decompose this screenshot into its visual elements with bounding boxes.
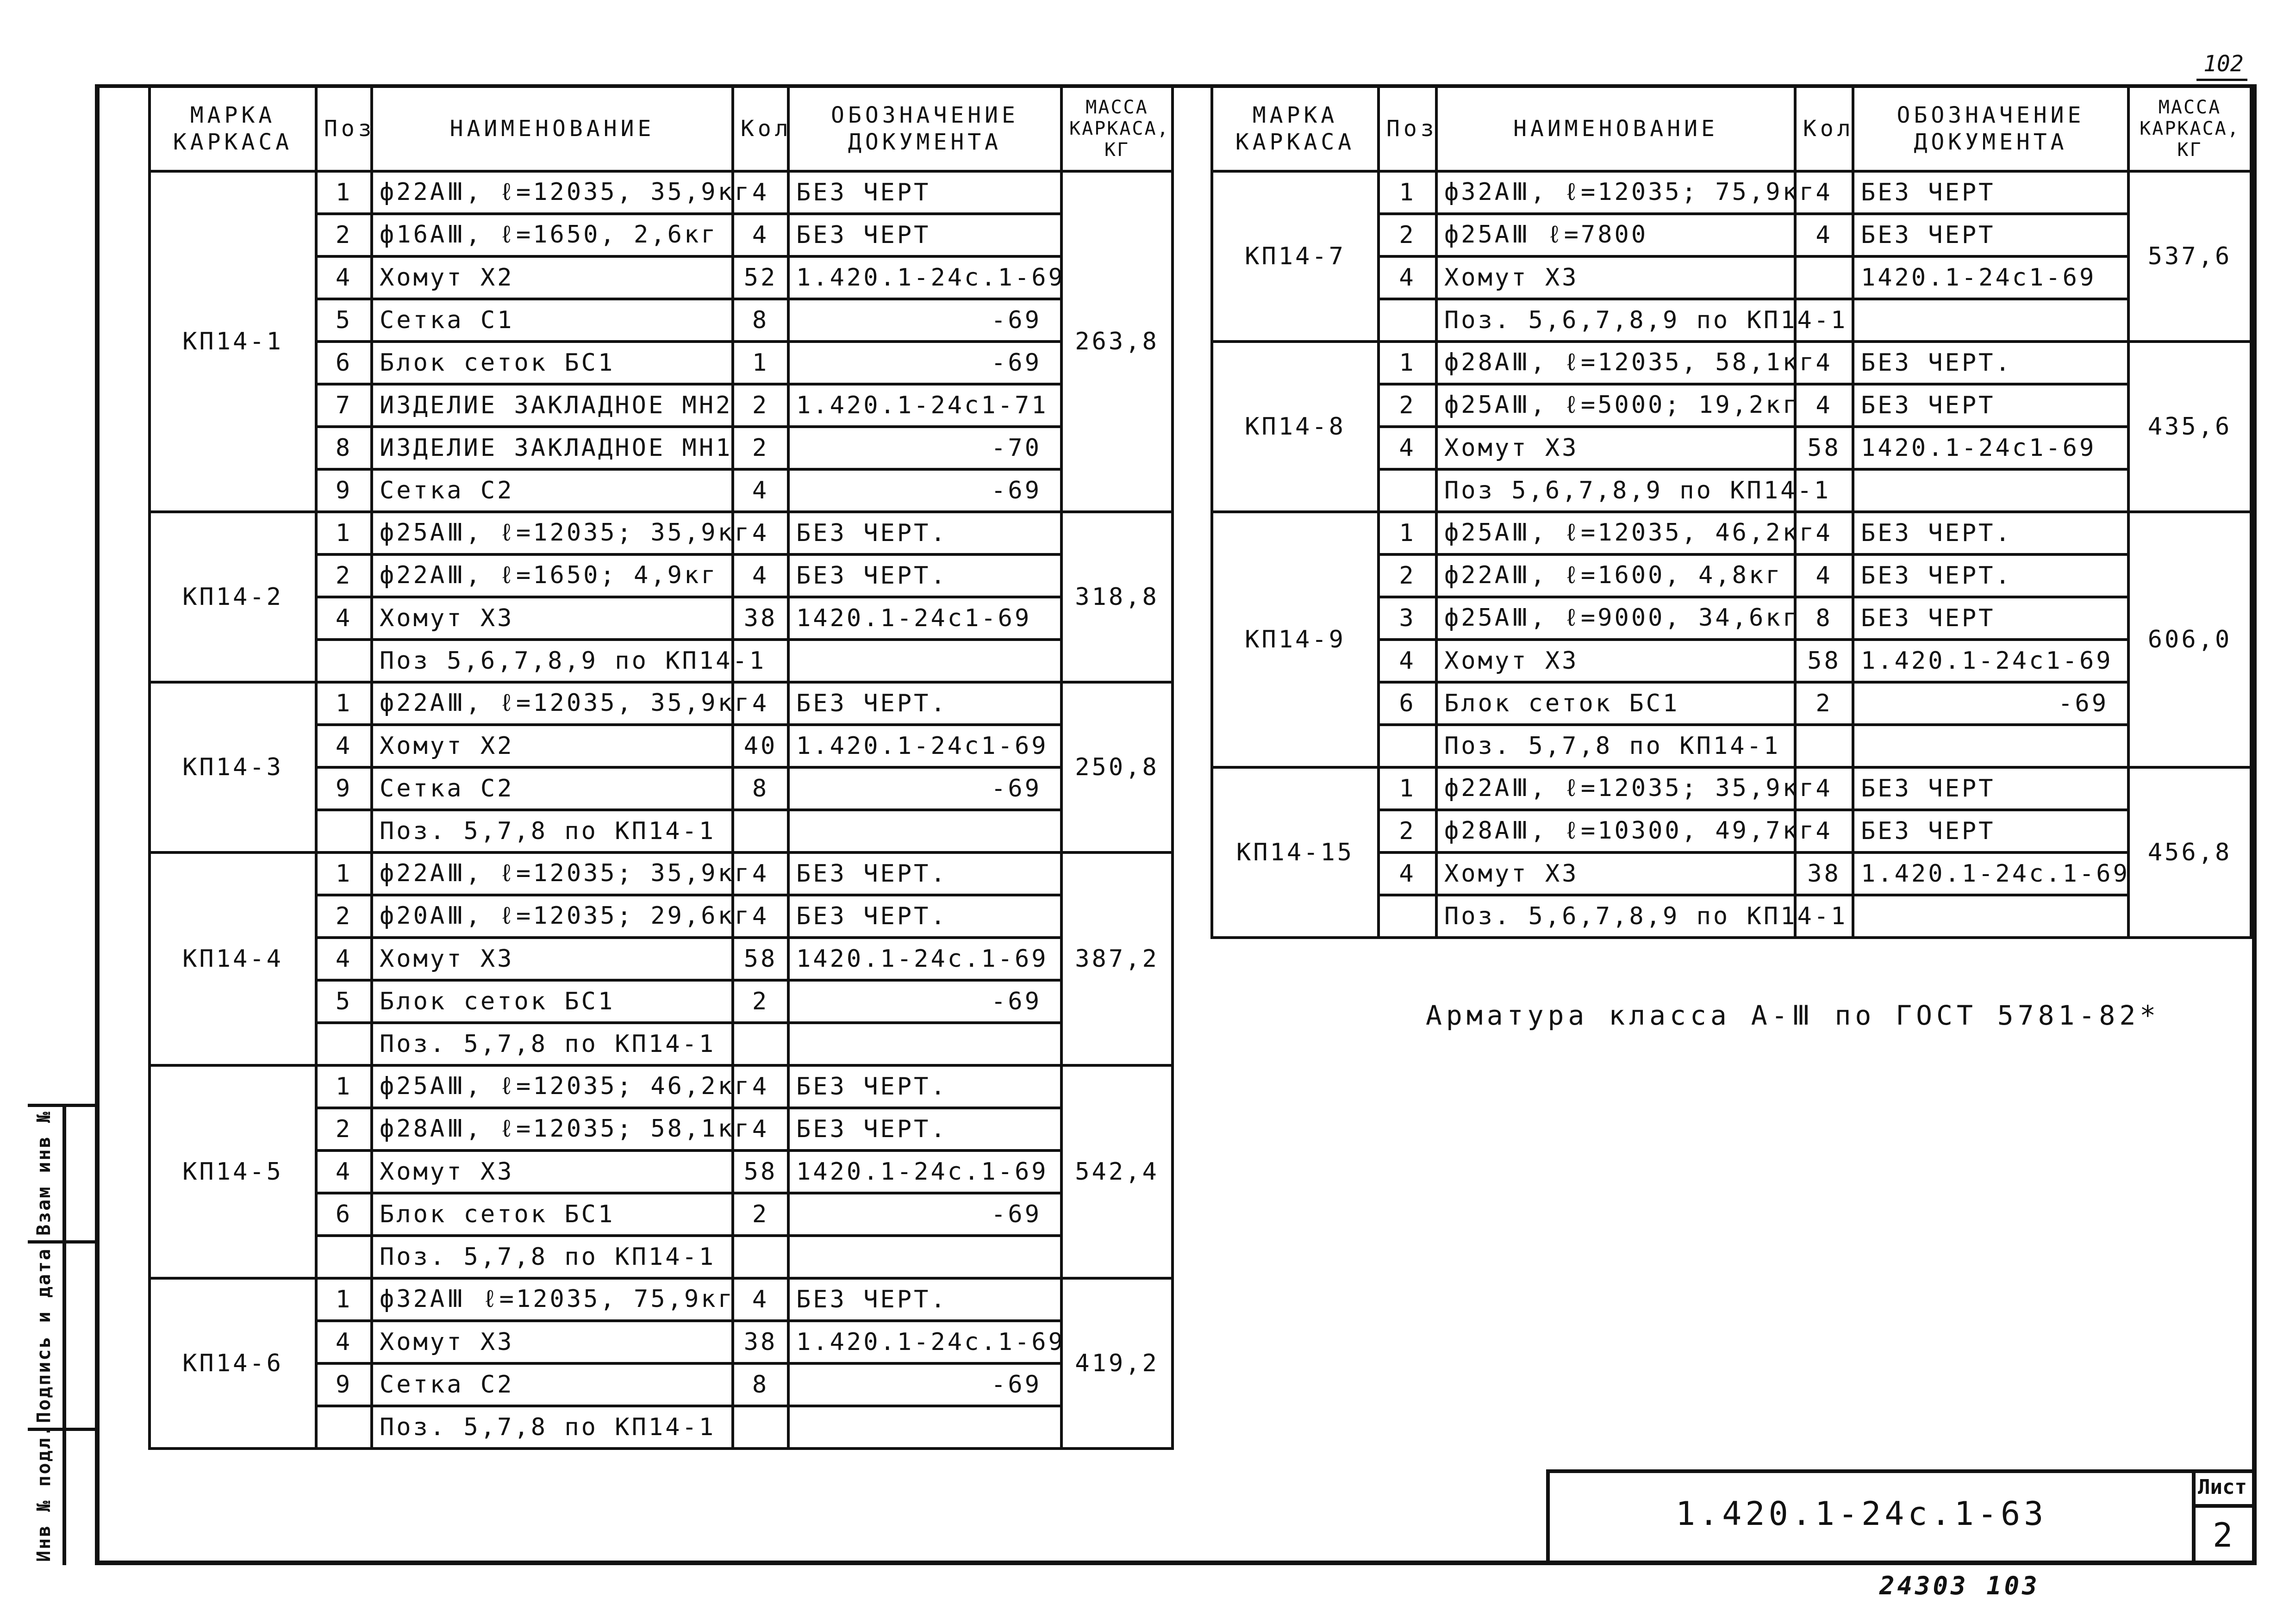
frame-mass: 250,8: [1061, 682, 1173, 852]
header-mark: МАРКА КАРКАСА: [150, 86, 316, 171]
frame-mass: 435,6: [2128, 342, 2251, 512]
position-cell: 4: [316, 938, 372, 980]
document-cell: -69: [788, 980, 1061, 1023]
position-cell: 1: [1379, 342, 1436, 384]
name-cell: ф28АⅢ, ℓ=10300, 49,7кг: [1436, 810, 1795, 852]
position-cell: 1: [316, 1065, 372, 1108]
position-cell: [316, 1406, 372, 1449]
quantity-cell: [733, 1406, 788, 1449]
name-cell: Поз. 5,7,8 по КП14-1: [372, 810, 733, 852]
position-cell: 2: [316, 554, 372, 597]
frame-mass: 606,0: [2128, 512, 2251, 767]
position-cell: 2: [316, 1108, 372, 1150]
name-cell: Поз. 5,7,8 по КП14-1: [1436, 725, 1795, 767]
right-spec-table: [1210, 84, 2252, 939]
document-cell: БЕЗ ЧЕРТ.: [788, 682, 1061, 725]
position-cell: 3: [1379, 597, 1436, 640]
document-code: 1.420.1-24с.1-63: [1676, 1495, 2047, 1533]
quantity-cell: 8: [733, 1363, 788, 1406]
title-block-hline: [2192, 1504, 2257, 1508]
document-cell: -69: [788, 1363, 1061, 1406]
quantity-cell: 52: [733, 256, 788, 299]
name-cell: Блок сеток БС1: [372, 342, 733, 384]
document-cell: [788, 1236, 1061, 1278]
frame-mark: КП14-2: [150, 512, 316, 682]
side-label-inv: Инв № подл.: [33, 1424, 55, 1562]
quantity-cell: 4: [733, 682, 788, 725]
position-cell: [1379, 469, 1436, 512]
position-cell: 6: [316, 1193, 372, 1236]
document-cell: БЕЗ ЧЕРТ.: [788, 512, 1061, 554]
document-cell: [1853, 299, 2128, 342]
frame-mark: КП14-9: [1212, 512, 1379, 767]
document-cell: БЕЗ ЧЕРТ: [788, 171, 1061, 214]
quantity-cell: 4: [1795, 767, 1853, 810]
document-cell: БЕЗ ЧЕРТ: [1853, 384, 2128, 427]
document-cell: БЕЗ ЧЕРТ: [1853, 767, 2128, 810]
position-cell: [316, 1236, 372, 1278]
quantity-cell: 4: [1795, 810, 1853, 852]
name-cell: Сетка С2: [372, 767, 733, 810]
frame-mass: 263,8: [1061, 171, 1173, 512]
page-number: 102: [2203, 51, 2244, 77]
document-cell: [1853, 469, 2128, 512]
header-mark: МАРКА КАРКАСА: [1212, 86, 1379, 171]
document-cell: 1420.1-24с.1-69: [788, 1150, 1061, 1193]
document-cell: 1.420.1-24с1-69: [788, 725, 1061, 767]
document-cell: [1853, 725, 2128, 767]
side-label-sign: Подпись и дата: [33, 1247, 55, 1423]
quantity-cell: 58: [733, 1150, 788, 1193]
document-cell: БЕЗ ЧЕРТ: [1853, 810, 2128, 852]
name-cell: Хомут Х2: [372, 725, 733, 767]
name-cell: Поз. 5,6,7,8,9 по КП14-1: [1436, 299, 1795, 342]
document-cell: [1853, 895, 2128, 938]
position-cell: 9: [316, 767, 372, 810]
quantity-cell: 4: [1795, 171, 1853, 214]
position-cell: 1: [316, 1278, 372, 1321]
quantity-cell: 38: [1795, 852, 1853, 895]
name-cell: Хомут Х3: [372, 1321, 733, 1363]
position-cell: [316, 810, 372, 852]
position-cell: 2: [316, 895, 372, 938]
header-name: НАИМЕНОВАНИЕ: [372, 86, 733, 171]
document-cell: 1.420.1-24с.1-69: [788, 256, 1061, 299]
name-cell: ф22АⅢ, ℓ=12035; 35,9кг: [372, 852, 733, 895]
position-cell: 1: [316, 171, 372, 214]
document-cell: 1420.1-24с1-69: [1853, 256, 2128, 299]
name-cell: ф16АⅢ, ℓ=1650, 2,6кг: [372, 214, 733, 256]
document-cell: БЕЗ ЧЕРТ.: [1853, 554, 2128, 597]
document-cell: БЕЗ ЧЕРТ: [1853, 597, 2128, 640]
document-cell: БЕЗ ЧЕРТ: [1853, 214, 2128, 256]
table-row: [1212, 342, 2251, 384]
quantity-cell: 2: [733, 980, 788, 1023]
table-row: [150, 852, 1173, 895]
frame-mark: КП14-8: [1212, 342, 1379, 512]
name-cell: Поз. 5,6,7,8,9 по КП14-1: [1436, 895, 1795, 938]
position-cell: 4: [316, 256, 372, 299]
bottom-numbers: 24303 103: [1879, 1571, 2040, 1600]
frame-mass: 456,8: [2128, 767, 2251, 938]
document-cell: [788, 1406, 1061, 1449]
right-table-body: [1212, 171, 2251, 938]
name-cell: Блок сеток БС1: [1436, 682, 1795, 725]
document-cell: -69: [788, 299, 1061, 342]
position-cell: 1: [316, 852, 372, 895]
quantity-cell: [733, 810, 788, 852]
side-strip-line: [62, 1104, 66, 1565]
name-cell: Поз. 5,7,8 по КП14-1: [372, 1023, 733, 1065]
name-cell: ф25АⅢ, ℓ=12035; 46,2кг: [372, 1065, 733, 1108]
document-cell: 1.420.1-24с.1-69: [788, 1321, 1061, 1363]
name-cell: Поз. 5,7,8 по КП14-1: [372, 1406, 733, 1449]
position-cell: 4: [1379, 427, 1436, 469]
document-cell: -69: [1853, 682, 2128, 725]
left-table-body: [150, 171, 1173, 1449]
quantity-cell: 58: [1795, 640, 1853, 682]
document-cell: БЕЗ ЧЕРТ.: [788, 554, 1061, 597]
frame-mark: КП14-7: [1212, 171, 1379, 342]
name-cell: ф25АⅢ, ℓ=12035; 35,9кг: [372, 512, 733, 554]
document-cell: -69: [788, 342, 1061, 384]
position-cell: 4: [316, 597, 372, 640]
name-cell: ф20АⅢ, ℓ=12035; 29,6кг: [372, 895, 733, 938]
header-pos: Поз: [316, 86, 372, 171]
frame-mark: КП14-1: [150, 171, 316, 512]
frame-mass: 542,4: [1061, 1065, 1173, 1278]
document-cell: БЕЗ ЧЕРТ.: [788, 1065, 1061, 1108]
quantity-cell: 2: [733, 1193, 788, 1236]
name-cell: ф22АⅢ, ℓ=1650; 4,9кг: [372, 554, 733, 597]
quantity-cell: 8: [733, 299, 788, 342]
table-row: [150, 512, 1173, 554]
document-cell: БЕЗ ЧЕРТ: [1853, 171, 2128, 214]
quantity-cell: 4: [733, 554, 788, 597]
header-pos: Поз: [1379, 86, 1436, 171]
position-cell: 1: [316, 512, 372, 554]
quantity-cell: [733, 1236, 788, 1278]
table-row: [150, 682, 1173, 725]
frame-mark: КП14-3: [150, 682, 316, 852]
sheet-label: Лист: [2198, 1475, 2247, 1499]
quantity-cell: [1795, 256, 1853, 299]
document-cell: БЕЗ ЧЕРТ.: [788, 852, 1061, 895]
name-cell: Блок сеток БС1: [372, 1193, 733, 1236]
quantity-cell: 58: [1795, 427, 1853, 469]
quantity-cell: 4: [1795, 512, 1853, 554]
name-cell: Хомут Х3: [372, 1150, 733, 1193]
sheet-number: 2: [2213, 1516, 2233, 1555]
header-mass: МАССА КАРКАСА, КГ: [1061, 86, 1173, 171]
quantity-cell: [733, 1023, 788, 1065]
document-cell: -69: [788, 767, 1061, 810]
frame-mark: КП14-5: [150, 1065, 316, 1278]
side-strip-divider: [28, 1104, 95, 1107]
name-cell: ф25АⅢ ℓ=7800: [1436, 214, 1795, 256]
name-cell: Блок сеток БС1: [372, 980, 733, 1023]
frame-mass: 537,6: [2128, 171, 2251, 342]
quantity-cell: 4: [1795, 214, 1853, 256]
name-cell: Поз 5,6,7,8,9 по КП14-1: [1436, 469, 1795, 512]
name-cell: ф28АⅢ, ℓ=12035, 58,1кг: [1436, 342, 1795, 384]
frame-mark: КП14-4: [150, 852, 316, 1065]
quantity-cell: 4: [733, 214, 788, 256]
document-cell: 1.420.1-24с1-71: [788, 384, 1061, 427]
name-cell: Хомут Х3: [1436, 640, 1795, 682]
position-cell: 4: [316, 1321, 372, 1363]
position-cell: 2: [316, 214, 372, 256]
quantity-cell: 40: [733, 725, 788, 767]
quantity-cell: 38: [733, 597, 788, 640]
frame-mass: 419,2: [1061, 1278, 1173, 1449]
name-cell: ф32АⅢ, ℓ=12035; 75,9кг: [1436, 171, 1795, 214]
reinforcement-note: Арматура класса А-Ⅲ по ГОСТ 5781-82*: [1426, 1000, 2160, 1031]
position-cell: 1: [1379, 171, 1436, 214]
name-cell: ф32АⅢ ℓ=12035, 75,9кг: [372, 1278, 733, 1321]
position-cell: 4: [316, 725, 372, 767]
quantity-cell: 38: [733, 1321, 788, 1363]
position-cell: 1: [1379, 512, 1436, 554]
name-cell: Поз 5,6,7,8,9 по КП14-1: [372, 640, 733, 682]
name-cell: ф28АⅢ, ℓ=12035; 58,1кг: [372, 1108, 733, 1150]
document-cell: БЕЗ ЧЕРТ: [788, 214, 1061, 256]
position-cell: 5: [316, 980, 372, 1023]
document-cell: БЕЗ ЧЕРТ.: [788, 1278, 1061, 1321]
document-cell: БЕЗ ЧЕРТ.: [788, 895, 1061, 938]
name-cell: Сетка С2: [372, 469, 733, 512]
header-doc: ОБОЗНАЧЕНИЕ ДОКУМЕНТА: [1853, 86, 2128, 171]
position-cell: [1379, 725, 1436, 767]
quantity-cell: 4: [733, 1108, 788, 1150]
name-cell: Хомут Х3: [1436, 427, 1795, 469]
page-number-underline: [2196, 79, 2247, 81]
name-cell: Хомут Х3: [1436, 852, 1795, 895]
quantity-cell: 8: [733, 767, 788, 810]
document-cell: БЕЗ ЧЕРТ.: [1853, 512, 2128, 554]
name-cell: Хомут Х3: [1436, 256, 1795, 299]
name-cell: Сетка С2: [372, 1363, 733, 1406]
position-cell: 2: [1379, 384, 1436, 427]
position-cell: 7: [316, 384, 372, 427]
document-cell: [788, 1023, 1061, 1065]
document-cell: -69: [788, 469, 1061, 512]
quantity-cell: 2: [1795, 682, 1853, 725]
position-cell: [316, 640, 372, 682]
position-cell: 1: [316, 682, 372, 725]
frame-mass: 387,2: [1061, 852, 1173, 1065]
position-cell: 9: [316, 469, 372, 512]
document-cell: [788, 640, 1061, 682]
name-cell: ф22АⅢ, ℓ=12035, 35,9кг: [372, 171, 733, 214]
quantity-cell: 4: [733, 171, 788, 214]
name-cell: ф22АⅢ, ℓ=12035, 35,9кг: [372, 682, 733, 725]
quantity-cell: 2: [733, 427, 788, 469]
title-block-divider: [2192, 1469, 2196, 1565]
header-kol: Кол: [1795, 86, 1853, 171]
position-cell: 2: [1379, 810, 1436, 852]
quantity-cell: 4: [733, 852, 788, 895]
quantity-cell: 4: [733, 469, 788, 512]
name-cell: Поз. 5,7,8 по КП14-1: [372, 1236, 733, 1278]
position-cell: 4: [1379, 640, 1436, 682]
position-cell: 4: [1379, 852, 1436, 895]
quantity-cell: 4: [733, 1278, 788, 1321]
document-cell: [788, 810, 1061, 852]
document-cell: 1420.1-24с1-69: [788, 597, 1061, 640]
document-cell: БЕЗ ЧЕРТ.: [788, 1108, 1061, 1150]
header-kol: Кол: [733, 86, 788, 171]
document-cell: 1420.1-24с.1-69: [788, 938, 1061, 980]
name-cell: ф22АⅢ, ℓ=12035; 35,9кг: [1436, 767, 1795, 810]
table-row: [1212, 767, 2251, 810]
document-cell: БЕЗ ЧЕРТ.: [1853, 342, 2128, 384]
header-name: НАИМЕНОВАНИЕ: [1436, 86, 1795, 171]
header-mass: МАССА КАРКАСА, КГ: [2128, 86, 2251, 171]
position-cell: 4: [1379, 256, 1436, 299]
name-cell: Сетка С1: [372, 299, 733, 342]
quantity-cell: 2: [733, 384, 788, 427]
frame-mark: КП14-6: [150, 1278, 316, 1449]
position-cell: 6: [1379, 682, 1436, 725]
name-cell: ф25АⅢ, ℓ=5000; 19,2кг: [1436, 384, 1795, 427]
document-cell: 1.420.1-24с1-69: [1853, 640, 2128, 682]
position-cell: 2: [1379, 214, 1436, 256]
quantity-cell: 58: [733, 938, 788, 980]
document-cell: 1.420.1-24с.1-69: [1853, 852, 2128, 895]
position-cell: 8: [316, 427, 372, 469]
name-cell: ИЗДЕЛИЕ ЗАКЛАДНОЕ МН1: [372, 427, 733, 469]
quantity-cell: 4: [1795, 554, 1853, 597]
table-row: [150, 171, 1173, 214]
frame-mark: КП14-15: [1212, 767, 1379, 938]
position-cell: 1: [1379, 767, 1436, 810]
position-cell: [1379, 895, 1436, 938]
header-doc: ОБОЗНАЧЕНИЕ ДОКУМЕНТА: [788, 86, 1061, 171]
position-cell: 4: [316, 1150, 372, 1193]
document-cell: -70: [788, 427, 1061, 469]
position-cell: 6: [316, 342, 372, 384]
position-cell: 5: [316, 299, 372, 342]
table-row: [1212, 512, 2251, 554]
position-cell: 2: [1379, 554, 1436, 597]
quantity-cell: 4: [733, 512, 788, 554]
name-cell: ф25АⅢ, ℓ=9000, 34,6кг: [1436, 597, 1795, 640]
quantity-cell: [1795, 725, 1853, 767]
quantity-cell: 4: [733, 895, 788, 938]
name-cell: Хомут Х3: [372, 938, 733, 980]
quantity-cell: 1: [733, 342, 788, 384]
position-cell: [316, 1023, 372, 1065]
table-row: [1212, 171, 2251, 214]
position-cell: [1379, 299, 1436, 342]
name-cell: Хомут Х2: [372, 256, 733, 299]
name-cell: ИЗДЕЛИЕ ЗАКЛАДНОЕ МН2: [372, 384, 733, 427]
name-cell: Хомут Х3: [372, 597, 733, 640]
side-label-vzam: Взам инв №: [33, 1110, 55, 1236]
document-cell: 1420.1-24с1-69: [1853, 427, 2128, 469]
name-cell: ф22АⅢ, ℓ=1600, 4,8кг: [1436, 554, 1795, 597]
quantity-cell: 4: [1795, 384, 1853, 427]
quantity-cell: 8: [1795, 597, 1853, 640]
quantity-cell: 4: [1795, 342, 1853, 384]
table-row: [150, 1065, 1173, 1108]
position-cell: 9: [316, 1363, 372, 1406]
table-row: [150, 1278, 1173, 1321]
name-cell: ф25АⅢ, ℓ=12035, 46,2кг: [1436, 512, 1795, 554]
document-cell: -69: [788, 1193, 1061, 1236]
left-spec-table: [148, 84, 1174, 1450]
side-strip-divider: [28, 1240, 95, 1244]
frame-mass: 318,8: [1061, 512, 1173, 682]
quantity-cell: 4: [733, 1065, 788, 1108]
